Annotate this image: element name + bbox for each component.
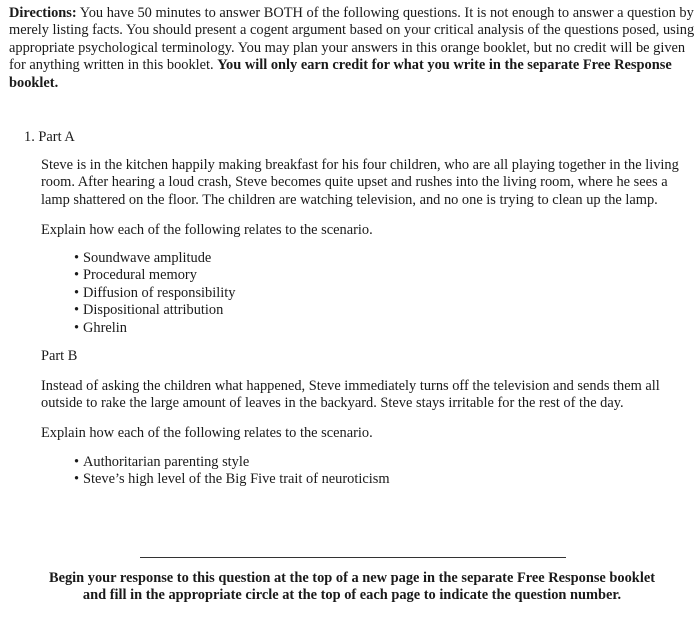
list-item: • Authoritarian parenting style bbox=[74, 454, 390, 471]
part-b-label: Part B bbox=[41, 348, 78, 364]
part-b-prompt: Explain how each of the following relates to the scenario. bbox=[41, 425, 373, 441]
list-item: • Procedural memory bbox=[74, 267, 235, 284]
list-item: • Dispositional attribution bbox=[74, 302, 235, 319]
directions-text: You have 50 minutes to answer BOTH of the following questions. It is not enough to answer a question by merely listing facts. You should present a cogent argument based on your critical analysis of the questions posed, using appropriate psychological terminology. You may plan your answers in this orange booklet, but no credit will be given for anything written in this booklet. bbox=[9, 5, 695, 74]
list-item: • Ghrelin bbox=[74, 320, 235, 337]
footer-line-2: and fill in the appropriate circle at the top of each page to indicate the question number. bbox=[82, 587, 622, 604]
part-a-scenario: Steve is in the kitchen happily making breakfast for his four children, who are all playing together in the living room. After hearing a loud crash, Steve becomes quite upset and rushes into the living room, where he sees a lamp shattered on the floor. The children are watching television, and no one is trying to clean up the lamp. bbox=[41, 157, 679, 208]
part-b-term-list bbox=[74, 454, 390, 489]
footer-line-1: Begin your response to this question at the top of a new page in the separate Free Response booklet bbox=[48, 570, 655, 586]
directions-paragraph bbox=[9, 5, 697, 92]
list-item: • Steve’s high level of the Big Five trait of neuroticism bbox=[74, 471, 390, 488]
part-a-term-list bbox=[74, 250, 235, 337]
part-b-scenario: Instead of asking the children what happened, Steve immediately turns off the television and sends them all outside to rake the large amount of leaves in the backyard. Steve stays irritable for the rest of the day. bbox=[41, 378, 660, 412]
footer-instructions bbox=[20, 570, 684, 605]
part-a-prompt: Explain how each of the following relates to the scenario. bbox=[41, 222, 373, 238]
question-number-label: 1. Part A bbox=[24, 129, 75, 145]
list-item: • Diffusion of responsibility bbox=[74, 285, 235, 302]
directions-lead: Directions: bbox=[9, 5, 77, 21]
list-item: • Soundwave amplitude bbox=[74, 250, 235, 267]
divider bbox=[140, 557, 566, 558]
directions-emphasis: You will only earn credit for what you write in the separate Free Response booklet. bbox=[9, 57, 672, 91]
